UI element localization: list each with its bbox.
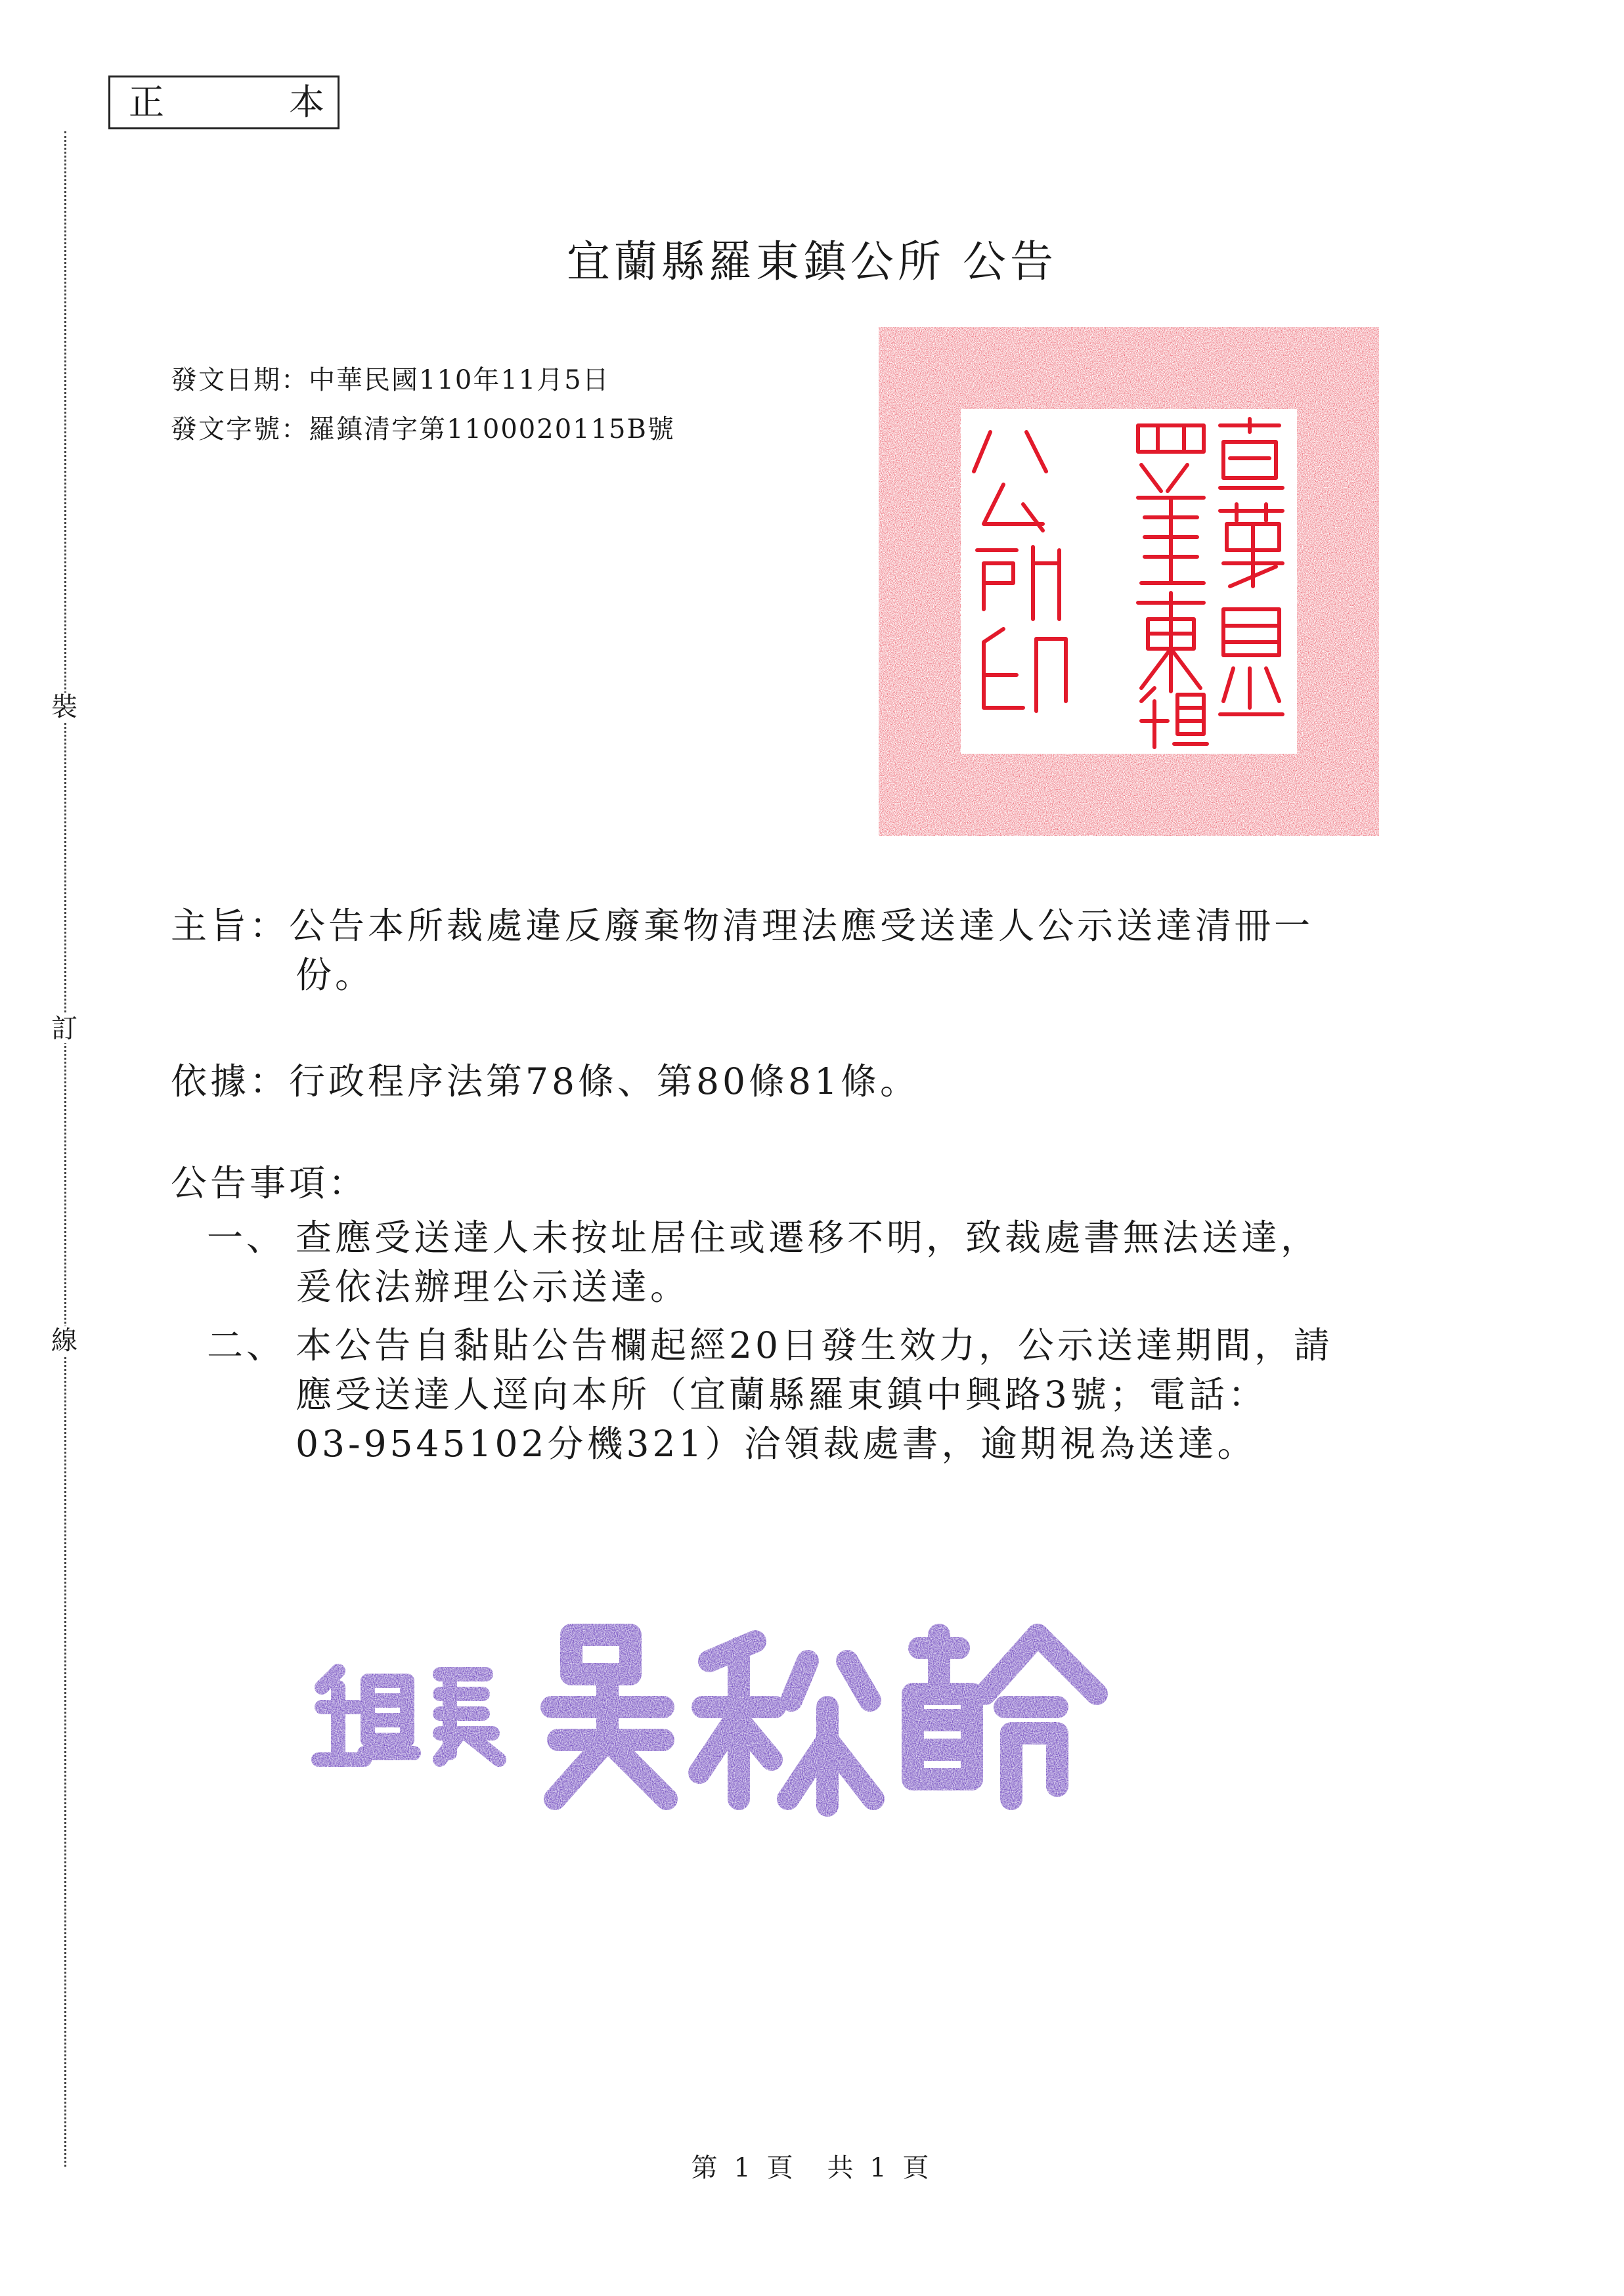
item-1-marker: 一、 <box>207 1217 286 1259</box>
subject-text-1: 公告本所裁處違反廢棄物清理法應受送達人公示送達清冊一 <box>289 905 1314 947</box>
item-2-line-1: 本公告自黏貼公告欄起經20日發生效力，公示送達期間，請 <box>296 1324 1333 1366</box>
binding-mark-bottom: 線 <box>45 1326 84 1355</box>
basis-text: 行政程序法第78條、第80條81條。 <box>289 1060 919 1102</box>
subject-line-1 <box>171 901 1313 951</box>
copy-mark-right: 本 <box>289 81 324 123</box>
page-title: 宜蘭縣羅東鎮公所 公告 <box>567 236 1057 287</box>
item-2-marker: 二、 <box>207 1324 286 1366</box>
basis-label: 依據： <box>171 1060 290 1102</box>
copy-mark-box <box>108 76 340 129</box>
issue-number-value: 羅鎮清字第1100020115B號 <box>309 414 675 444</box>
mayor-signature-stamp <box>309 1609 1162 1819</box>
item-1-line-1: 查應受送達人未按址居住或遷移不明，致裁處書無法送達， <box>296 1217 1321 1259</box>
page-number: 第 1 頁 共 1 頁 <box>691 2153 933 2183</box>
items-heading: 公告事項： <box>171 1162 368 1204</box>
binding-mark-middle: 訂 <box>45 1014 84 1043</box>
official-seal <box>879 327 1379 836</box>
issue-number-label: 發文字號： <box>171 414 309 444</box>
subject-label: 主旨： <box>171 905 290 947</box>
item-2-line-3: 03-9545102分機321）洽領裁處書，逾期視為送達。 <box>296 1423 1257 1465</box>
issue-date-label: 發文日期： <box>171 365 309 395</box>
binding-line <box>64 131 66 2167</box>
item-1-line-2: 爰依法辦理公示送達。 <box>296 1266 690 1308</box>
issue-date-line <box>171 364 610 396</box>
binding-mark-top: 裝 <box>45 693 84 722</box>
subject-line-2: 份。 <box>296 954 375 996</box>
item-2-line-2: 應受送達人逕向本所（宜蘭縣羅東鎮中興路3號；電話： <box>296 1374 1267 1416</box>
issue-date-value: 中華民國110年11月5日 <box>309 365 610 395</box>
copy-mark-left: 正 <box>129 81 164 123</box>
issue-number-line <box>171 414 675 445</box>
basis-line <box>171 1057 919 1106</box>
